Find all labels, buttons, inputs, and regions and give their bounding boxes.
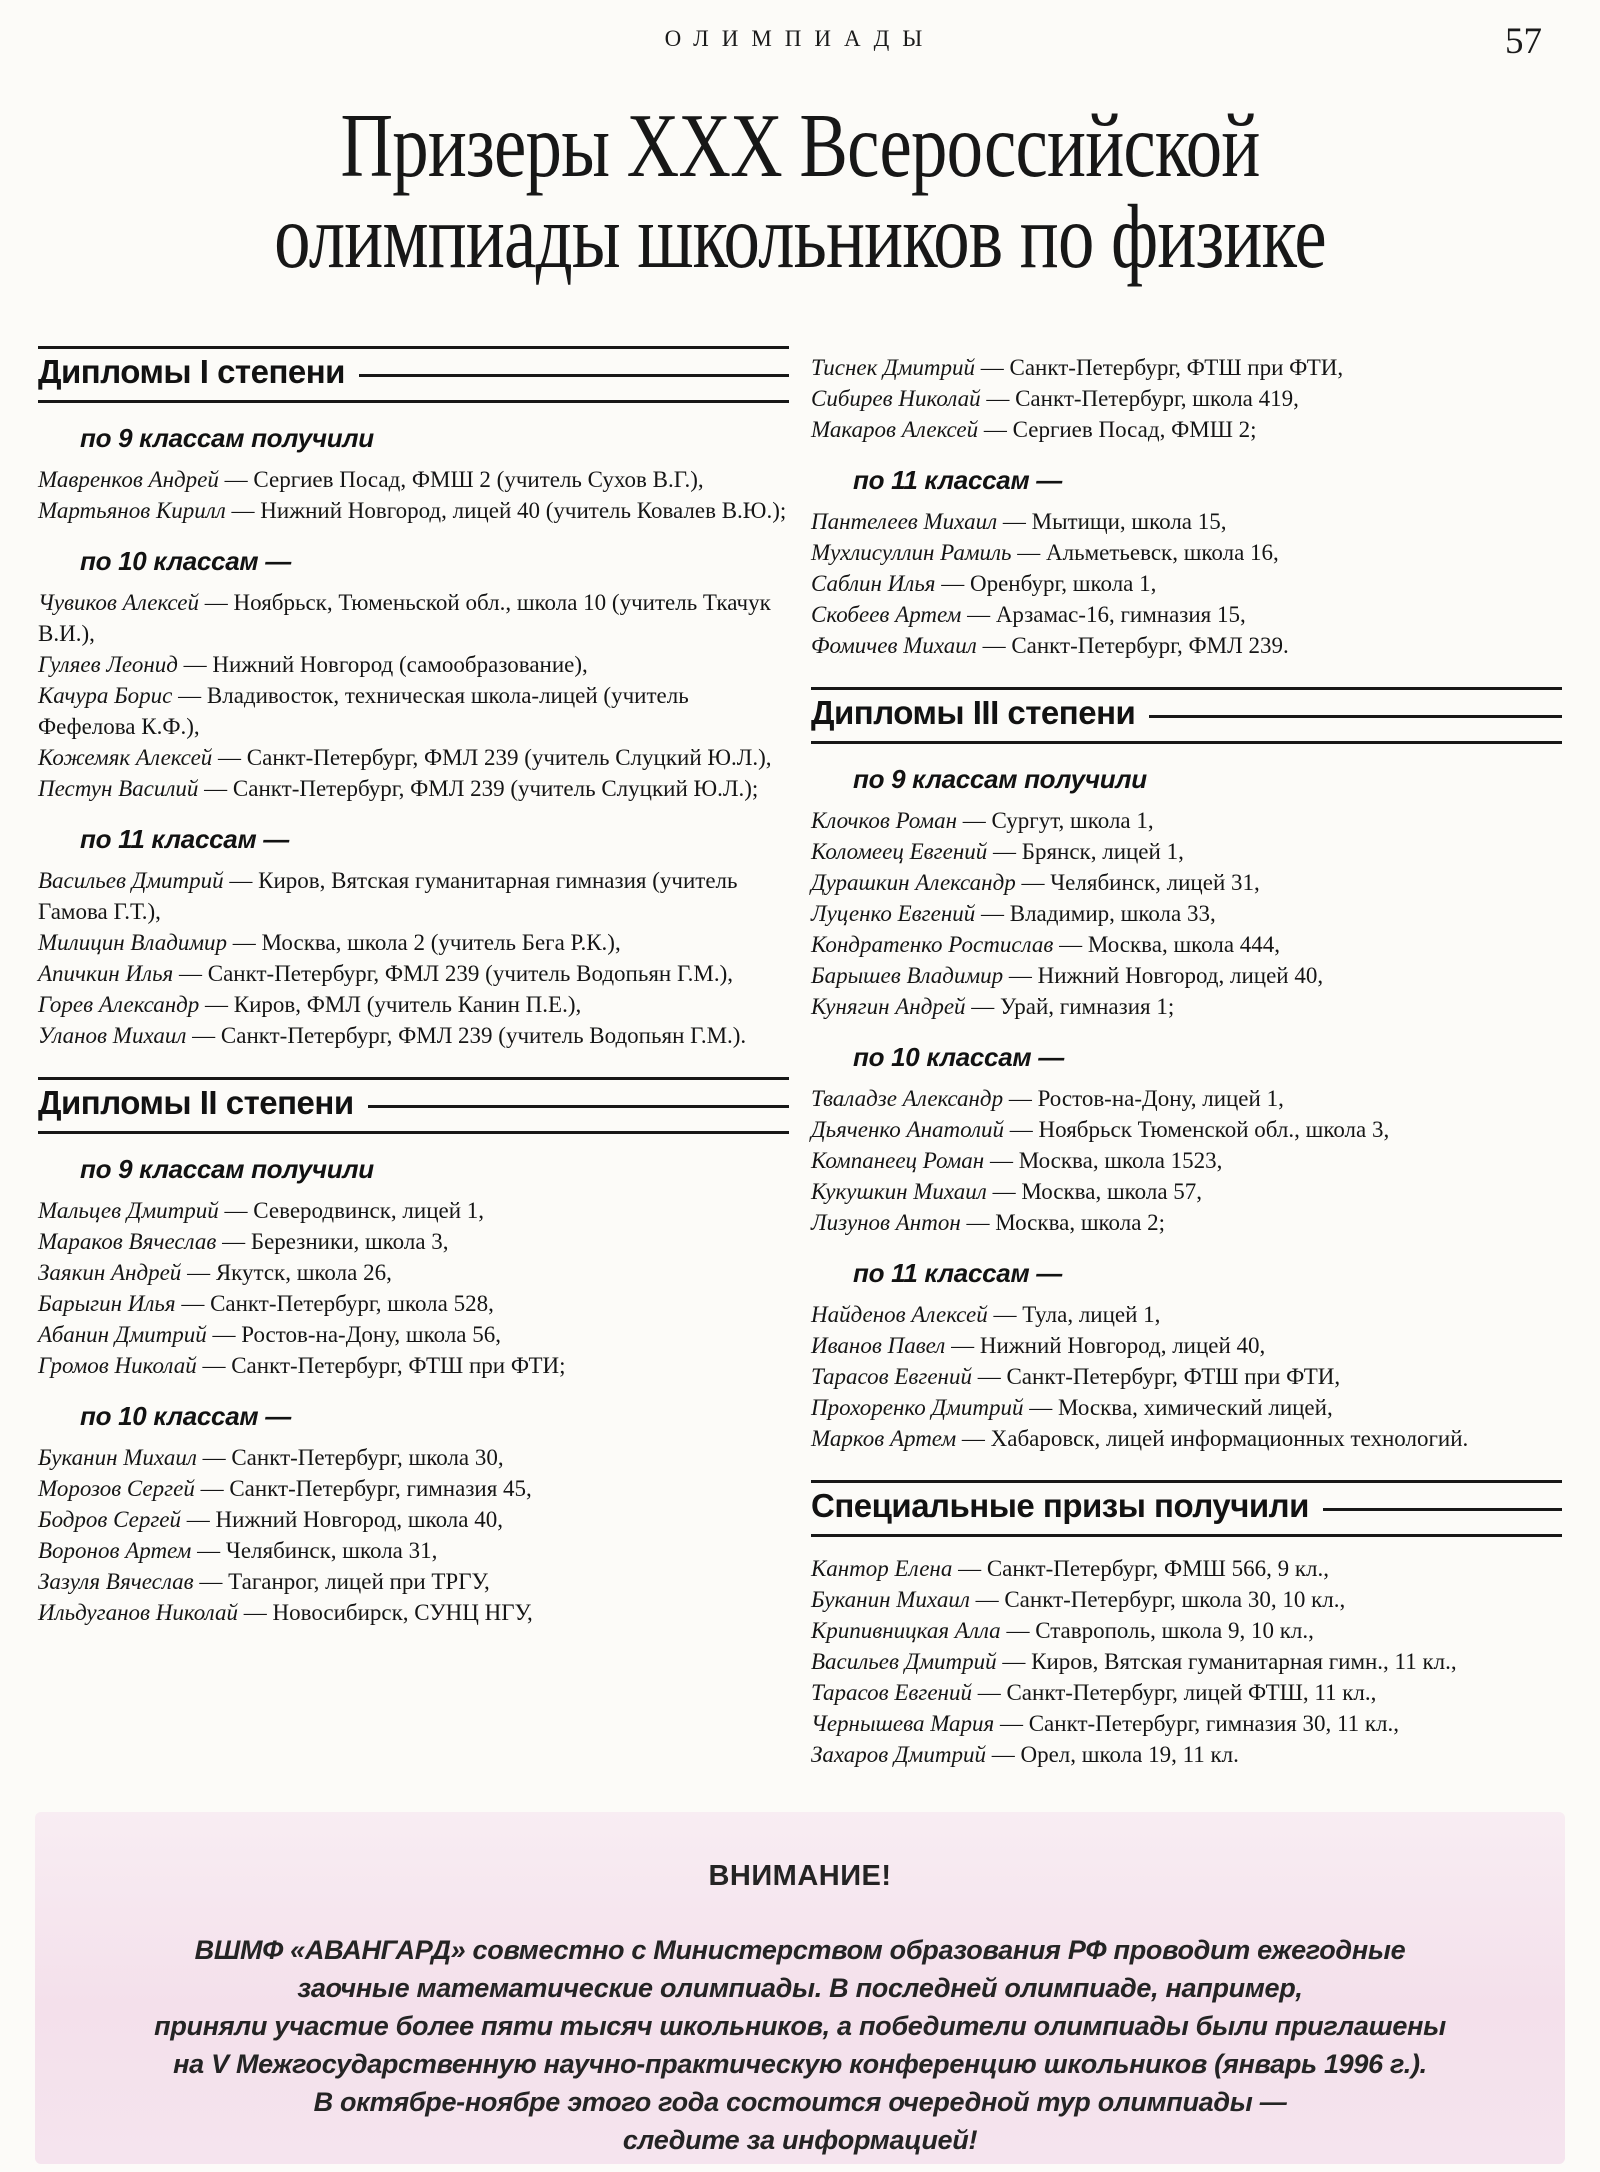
laureate-info: — Нижний Новгород, лицей 40, (951, 1332, 1266, 1358)
two-column-layout (0, 346, 1600, 1770)
laureate-info: — Сергиев Посад, ФМШ 2; (983, 417, 1257, 442)
laureate-entry (811, 1423, 1562, 1454)
laureate-info: — Ростов-на-Дону, лицей 1, (1008, 1085, 1284, 1111)
laureate-info: — Санкт-Петербург, школа 30, 10 кл., (975, 1586, 1346, 1612)
laureate-info: — Челябинск, лицей 31, (1021, 869, 1260, 895)
notice-line: заочные математические олимпиады. В последней олимпиаде, например, (297, 1972, 1303, 2003)
laureate-entry (38, 1257, 789, 1288)
laureate-name: Дурашкин Александр (811, 869, 1016, 895)
laureate-name: Дьяченко Анатолий (811, 1116, 1005, 1142)
laureate-entry (811, 929, 1562, 960)
laureate-entry (38, 1288, 789, 1319)
section-header-label: Дипломы III степени (811, 694, 1136, 731)
page-title (0, 95, 1600, 287)
laureate-name: Васильев Дмитрий (38, 867, 224, 893)
laureate-entry (811, 867, 1562, 898)
laureate-entry (811, 1553, 1562, 1584)
laureate-name: Сибирев Николай (811, 386, 981, 411)
laureate-info: — Москва, школа 2 (учитель Бега Р.К.), (232, 929, 621, 955)
laureate-info: — Нижний Новгород, школа 40, (186, 1506, 503, 1532)
laureate-info: — Ставрополь, школа 9, 10 кл., (1006, 1617, 1314, 1643)
section-header (811, 1480, 1562, 1537)
laureate-entry (38, 1350, 789, 1381)
laureate-name: Горев Александр (38, 991, 200, 1017)
laureate-info: — Санкт-Петербург, ФМЛ 239 (учитель Слуцкий Ю.Л.), (218, 744, 772, 770)
laureate-name: Морозов Сергей (38, 1475, 195, 1501)
laureate-entry (811, 506, 1562, 537)
laureate-name: Барышев Владимир (811, 962, 1004, 988)
notice-line: на V Межгосударственную научно-практическую конференцию школьников (январь 1996 г.). (173, 2048, 1427, 2079)
laureate-name: Воронов Артем (38, 1537, 192, 1563)
running-head (0, 21, 1600, 66)
laureate-name: Тарасов Евгений (811, 1679, 972, 1705)
laureate-entry (38, 495, 789, 526)
class-group-label: по 11 классам — (80, 823, 289, 854)
notice-line: В октябре-ноябре этого года состоится очередной тур олимпиады — (313, 2086, 1287, 2117)
laureate-name: Крипивницкая Алла (811, 1617, 1001, 1643)
laureate-name: Пантелеев Михаил (811, 509, 998, 534)
laureate-name: Буканин Михаил (811, 1586, 970, 1612)
prize-section (38, 1077, 789, 1628)
laureate-info: — Санкт-Петербург, гимназия 45, (200, 1475, 532, 1501)
laureate-entry (811, 1114, 1562, 1145)
laureate-name: Мараков Вячеслав (38, 1228, 217, 1254)
laureate-entry (811, 414, 1562, 445)
class-group-label: по 10 классам — (80, 545, 291, 576)
laureate-name: Гуляев Леонид (38, 651, 178, 677)
laureate-info: — Киров, Вятская гуманитарная гимн., 11 кл., (1002, 1648, 1457, 1674)
laureate-info: — Арзамас-16, гимназия 15, (967, 602, 1246, 627)
laureate-name: Кантор Елена (811, 1555, 953, 1581)
laureate-name: Уланов Михаил (38, 1022, 187, 1048)
laureate-info: — Санкт-Петербург, ФТШ при ФТИ, (980, 355, 1344, 380)
page-title-line-2: олимпиады школьников по физике (274, 186, 1326, 287)
laureate-name: Тарасов Евгений (811, 1363, 972, 1389)
class-group-label: по 9 классам получили (853, 763, 1147, 794)
notice-line: ВШМФ «АВАНГАРД» совместно с Министерством образования РФ проводит ежегодные (194, 1934, 1406, 1965)
laureate-name: Прохоренко Дмитрий (811, 1394, 1024, 1420)
laureate-entry (38, 1566, 789, 1597)
laureate-info: — Киров, ФМЛ (учитель Канин П.Е.), (205, 991, 582, 1017)
laureate-entry (811, 1646, 1562, 1677)
laureate-entry (811, 599, 1562, 630)
laureate-entry (811, 805, 1562, 836)
laureate-info: — Мытищи, школа 15, (1002, 509, 1227, 534)
laureate-info: — Урай, гимназия 1; (971, 993, 1175, 1019)
laureate-info: — Альметьевск, школа 16, (1017, 540, 1279, 565)
laureate-entry (811, 1584, 1562, 1615)
laureate-entry (38, 1504, 789, 1535)
laureate-entry (811, 1299, 1562, 1330)
laureate-info: — Сергиев Посад, ФМШ 2 (учитель Сухов В.Г.), (224, 466, 704, 492)
laureate-info: — Якутск, школа 26, (187, 1259, 392, 1285)
laureate-entry (811, 1361, 1562, 1392)
laureate-entry (38, 649, 789, 680)
laureate-name: Васильев Дмитрий (811, 1648, 997, 1674)
laureate-name: Пестун Василий (38, 775, 199, 801)
laureate-info: — Челябинск, школа 31, (197, 1537, 438, 1563)
laureate-name: Кунягин Андрей (811, 993, 966, 1019)
laureate-entry (38, 464, 789, 495)
laureate-info: — Санкт-Петербург, ФМЛ 239 (учитель Водопьян Г.М.), (179, 960, 734, 986)
laureate-entry (38, 927, 789, 958)
page-number: 57 (1505, 21, 1542, 62)
laureate-info: — Санкт-Петербург, ФТШ при ФТИ, (977, 1363, 1341, 1389)
laureate-entry (38, 1226, 789, 1257)
laureate-name: Саблин Илья (811, 571, 936, 596)
laureate-info: — Санкт-Петербург, гимназия 30, 11 кл., (999, 1710, 1399, 1736)
laureate-name: Абанин Дмитрий (38, 1321, 207, 1347)
page-title-line-1: Призеры XXX Всероссийской (340, 95, 1260, 196)
section-header-rule (368, 1105, 789, 1108)
laureate-entry (811, 1330, 1562, 1361)
laureate-entry (811, 568, 1562, 599)
laureate-entry (811, 1615, 1562, 1646)
laureate-name: Тиснек Дмитрий (811, 355, 975, 380)
laureate-name: Клочков Роман (811, 807, 958, 833)
running-head-title: ОЛИМПИАДЫ (664, 26, 936, 51)
laureate-info: — Нижний Новгород, лицей 40, (1008, 962, 1324, 988)
notice-title: ВНИМАНИЕ! (708, 1859, 892, 1892)
laureate-info: — Санкт-Петербург, лицей ФТШ, 11 кл., (977, 1679, 1377, 1705)
laureate-info: — Ростов-на-Дону, школа 56, (212, 1321, 502, 1347)
laureate-entry (811, 1176, 1562, 1207)
laureate-entry (811, 1207, 1562, 1238)
prize-section (811, 687, 1562, 1454)
laureate-info: — Орел, школа 19, 11 кл. (991, 1741, 1239, 1767)
laureate-entry (811, 352, 1562, 383)
laureate-info: — Ноябрьск Тюменской обл., школа 3, (1009, 1116, 1390, 1142)
laureate-name: Мавренков Андрей (38, 466, 219, 492)
laureate-entry (38, 742, 789, 773)
laureate-info: — Ноябрьск, Тюменьской обл., школа 10 (учитель Ткачук В.И.), (38, 589, 771, 646)
laureate-info: — Таганрог, лицей при ТРГУ, (199, 1568, 490, 1594)
laureate-name: Барыгин Илья (38, 1290, 176, 1316)
section-header-label: Дипломы II степени (38, 1083, 354, 1121)
laureate-entry (38, 1442, 789, 1473)
notice-line: следите за информацией! (622, 2124, 978, 2155)
right-column (811, 346, 1562, 1770)
laureate-entry (811, 1083, 1562, 1114)
laureate-info: — Москва, школа 57, (992, 1178, 1203, 1204)
section-header-rule (1323, 1508, 1562, 1511)
laureate-entry (38, 1473, 789, 1504)
left-column (38, 346, 789, 1770)
laureate-name: Луценко Евгений (811, 900, 976, 926)
laureate-name: Бодров Сергей (38, 1506, 182, 1532)
laureate-name: Найденов Алексей (811, 1301, 988, 1327)
laureate-info: — Санкт-Петербург, школа 528, (181, 1290, 494, 1316)
laureate-name: Зазуля Вячеслав (38, 1568, 194, 1594)
laureate-entry (38, 773, 789, 804)
laureate-entry (38, 680, 789, 742)
section-header-rule (359, 374, 789, 377)
prize-section (38, 346, 789, 1051)
laureate-entry (811, 960, 1562, 991)
class-group-label: по 11 классам — (853, 465, 1062, 495)
laureate-info: — Нижний Новгород, лицей 40 (учитель Ковалев В.Ю.); (231, 497, 787, 523)
class-group-label: по 10 классам — (80, 1400, 291, 1431)
laureate-info: — Брянск, лицей 1, (992, 838, 1184, 864)
laureate-name: Фомичев Михаил (811, 633, 977, 658)
laureate-info: — Санкт-Петербург, ФМЛ 239. (982, 633, 1289, 658)
laureate-name: Марков Артем (811, 1425, 957, 1451)
laureate-name: Скобеев Артем (811, 602, 962, 627)
laureate-name: Тваладзе Александр (811, 1085, 1004, 1111)
prize-section (811, 346, 1562, 661)
laureate-name: Кукушкин Михаил (811, 1178, 987, 1204)
laureate-entry (38, 1020, 789, 1051)
laureate-info: — Тула, лицей 1, (993, 1301, 1161, 1327)
laureate-entry (38, 587, 789, 649)
laureate-name: Компанеец Роман (811, 1147, 985, 1173)
class-group-label: по 10 классам — (853, 1041, 1064, 1072)
laureate-info: — Владивосток, техническая школа-лицей (учитель Фефелова К.Ф.), (38, 682, 689, 739)
laureate-info: — Березники, школа 3, (222, 1228, 449, 1254)
laureate-entry (811, 1392, 1562, 1423)
laureate-entry (811, 898, 1562, 929)
laureate-entry (811, 1145, 1562, 1176)
section-header-rule (1149, 715, 1562, 718)
laureate-name: Макаров Алексей (811, 417, 979, 442)
laureate-entry (38, 989, 789, 1020)
laureate-info: — Нижний Новгород (самообразование), (183, 651, 588, 677)
class-group-label: по 9 классам получили (80, 1153, 374, 1184)
laureate-info: — Москва, школа 444, (1059, 931, 1281, 957)
laureate-info: — Владимир, школа 33, (980, 900, 1216, 926)
prize-section (811, 1480, 1562, 1770)
laureate-name: Чувиков Алексей (38, 589, 200, 615)
laureate-info: — Санкт-Петербург, ФМЛ 239 (учитель Водопьян Г.М.). (192, 1022, 747, 1048)
laureate-info: — Хабаровск, лицей информационных технологий. (961, 1425, 1469, 1451)
laureate-name: Кожемяк Алексей (38, 744, 213, 770)
laureate-name: Буканин Михаил (38, 1444, 197, 1470)
laureate-info: — Санкт-Петербург, ФТШ при ФТИ; (202, 1352, 566, 1378)
laureate-entry (811, 537, 1562, 568)
laureate-name: Мартьянов Кирилл (38, 497, 226, 523)
laureate-name: Ильдуганов Николай (38, 1599, 238, 1625)
class-group-label: по 11 классам — (853, 1257, 1062, 1288)
laureate-entry (38, 958, 789, 989)
laureate-info: — Санкт-Петербург, школа 30, (202, 1444, 504, 1470)
laureate-entry (38, 1195, 789, 1226)
laureate-entry (811, 1677, 1562, 1708)
laureate-info: — Москва, химический лицей, (1029, 1394, 1333, 1420)
laureate-info: — Оренбург, школа 1, (941, 571, 1157, 596)
notice-body (35, 1931, 1565, 2159)
notice-box (35, 1812, 1565, 2164)
laureate-name: Мухлисуллин Рамиль (811, 540, 1012, 565)
section-header-label: Специальные призы получили (811, 1486, 1309, 1524)
laureate-info: — Новосибирск, СУНЦ НГУ, (243, 1599, 533, 1625)
section-header (811, 687, 1562, 744)
laureate-entry (811, 1739, 1562, 1770)
laureate-entry (811, 383, 1562, 414)
laureate-entry (38, 1535, 789, 1566)
laureate-name: Громов Николай (38, 1352, 197, 1378)
laureate-entry (38, 1319, 789, 1350)
laureate-name: Заякин Андрей (38, 1259, 182, 1285)
laureate-entry (811, 630, 1562, 661)
section-header (38, 1077, 789, 1134)
laureate-name: Чернышева Мария (811, 1710, 995, 1736)
laureate-info: — Санкт-Петербург, ФМЛ 239 (учитель Слуцкий Ю.Л.); (204, 775, 759, 801)
laureate-name: Захаров Дмитрий (811, 1741, 986, 1767)
laureate-info: — Санкт-Петербург, ФМШ 566, 9 кл., (958, 1555, 1329, 1581)
laureate-entry (38, 865, 789, 927)
class-group-label: по 9 классам получили (80, 422, 374, 453)
laureate-info: — Сургут, школа 1, (962, 807, 1154, 833)
laureate-name: Мальцев Дмитрий (38, 1197, 219, 1223)
laureate-name: Кондратенко Ростислав (811, 931, 1054, 957)
laureate-info: — Киров, Вятская гуманитарная гимназия (учитель Гамова Г.Т.), (38, 867, 738, 924)
laureate-entry (811, 991, 1562, 1022)
laureate-entry (811, 836, 1562, 867)
laureate-entry (811, 1708, 1562, 1739)
laureate-name: Иванов Павел (811, 1332, 946, 1358)
laureate-info: — Северодвинск, лицей 1, (224, 1197, 485, 1223)
laureate-entry (38, 1597, 789, 1628)
laureate-name: Качура Борис (38, 682, 173, 708)
laureate-info: — Москва, школа 2; (966, 1209, 1166, 1235)
laureate-name: Милицин Владимир (38, 929, 228, 955)
laureate-info: — Санкт-Петербург, школа 419, (986, 386, 1299, 411)
laureate-info: — Москва, школа 1523, (989, 1147, 1223, 1173)
section-header-label: Дипломы I степени (38, 353, 345, 390)
notice-line: приняли участие более пяти тысяч школьников, а победители олимпиады были приглашены (154, 2010, 1446, 2041)
laureate-name: Коломеец Евгений (811, 838, 988, 864)
laureate-name: Апичкин Илья (38, 960, 174, 986)
laureate-name: Лизунов Антон (811, 1209, 961, 1235)
section-header (38, 346, 789, 403)
